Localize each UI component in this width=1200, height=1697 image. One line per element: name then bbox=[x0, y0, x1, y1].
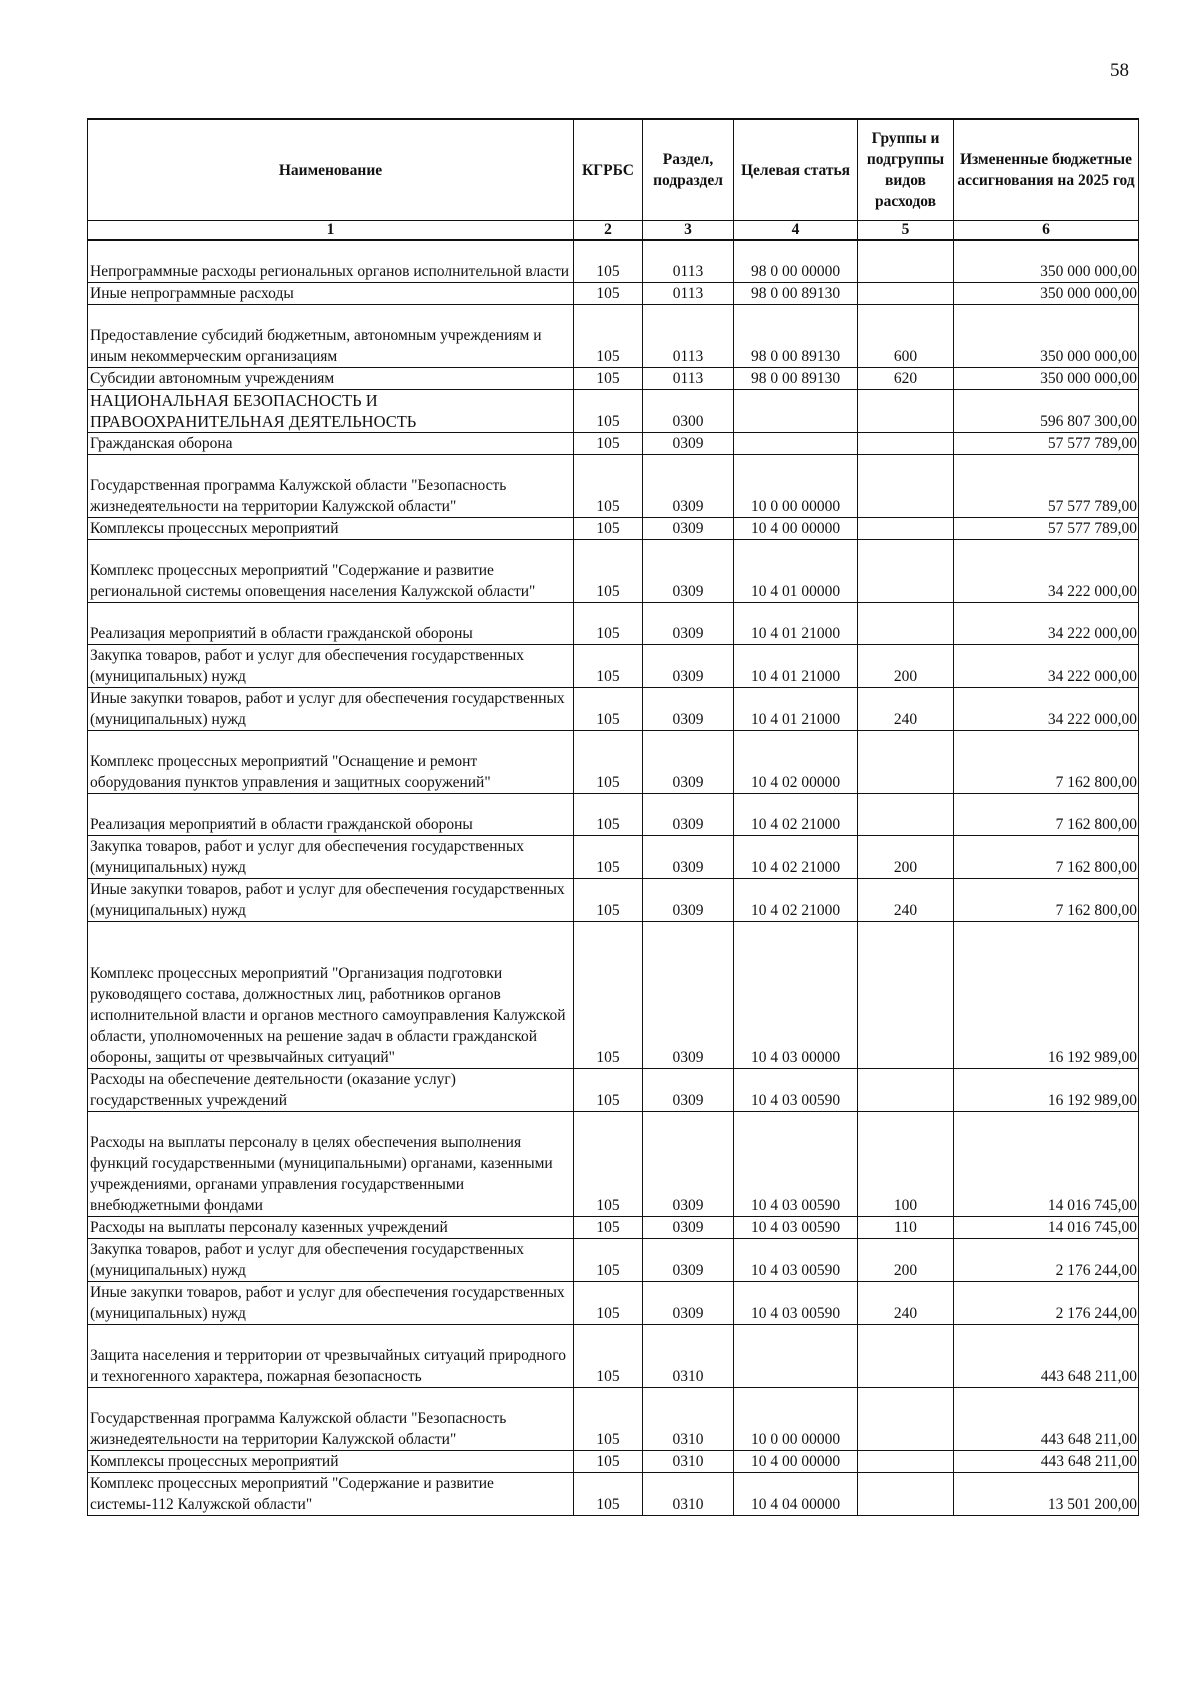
row-vid bbox=[858, 539, 954, 602]
row-kgrbs: 105 bbox=[574, 1281, 643, 1324]
header-name: Наименование bbox=[88, 119, 574, 221]
row-statya: 10 4 02 21000 bbox=[734, 793, 858, 835]
row-name: Субсидии автономным учреждениям bbox=[88, 367, 574, 389]
row-amount: 14 016 745,00 bbox=[954, 1216, 1139, 1238]
table-row bbox=[88, 304, 1139, 367]
table-row bbox=[88, 687, 1139, 730]
row-razdel: 0309 bbox=[643, 454, 734, 517]
row-razdel: 0309 bbox=[643, 1111, 734, 1216]
row-vid: 200 bbox=[858, 1238, 954, 1281]
row-razdel: 0113 bbox=[643, 304, 734, 367]
row-kgrbs: 105 bbox=[574, 367, 643, 389]
header-kgrbs: КГРБС bbox=[574, 119, 643, 221]
row-statya: 10 4 04 00000 bbox=[734, 1472, 858, 1515]
row-kgrbs: 105 bbox=[574, 1472, 643, 1515]
row-vid bbox=[858, 432, 954, 454]
row-kgrbs: 105 bbox=[574, 602, 643, 644]
row-name: Комплекс процессных мероприятий "Содержание и развитие системы-112 Калужской области" bbox=[88, 1472, 574, 1515]
row-vid bbox=[858, 282, 954, 304]
row-vid: 600 bbox=[858, 304, 954, 367]
row-name: Расходы на выплаты персоналу казенных учреждений bbox=[88, 1216, 574, 1238]
table-row bbox=[88, 921, 1139, 1068]
row-vid bbox=[858, 793, 954, 835]
row-razdel: 0309 bbox=[643, 644, 734, 687]
row-razdel: 0309 bbox=[643, 539, 734, 602]
row-razdel: 0310 bbox=[643, 1450, 734, 1472]
table-row bbox=[88, 644, 1139, 687]
row-name: Закупка товаров, работ и услуг для обеспечения государственных (муниципальных) нужд bbox=[88, 644, 574, 687]
page-number: 58 bbox=[1110, 60, 1129, 81]
row-name: Комплекс процессных мероприятий "Содержание и развитие региональной системы оповещения населения Калужской области" bbox=[88, 539, 574, 602]
table-header bbox=[88, 119, 1139, 240]
row-statya: 10 4 03 00590 bbox=[734, 1238, 858, 1281]
row-amount: 2 176 244,00 bbox=[954, 1281, 1139, 1324]
table-row bbox=[88, 1450, 1139, 1472]
row-razdel: 0309 bbox=[643, 793, 734, 835]
column-number: 4 bbox=[734, 221, 858, 241]
row-kgrbs: 105 bbox=[574, 539, 643, 602]
row-razdel: 0309 bbox=[643, 878, 734, 921]
row-vid bbox=[858, 602, 954, 644]
row-razdel: 0309 bbox=[643, 835, 734, 878]
column-number: 2 bbox=[574, 221, 643, 241]
row-vid: 110 bbox=[858, 1216, 954, 1238]
row-kgrbs: 105 bbox=[574, 517, 643, 539]
row-statya: 10 4 00 00000 bbox=[734, 517, 858, 539]
row-kgrbs: 105 bbox=[574, 1216, 643, 1238]
row-razdel: 0310 bbox=[643, 1324, 734, 1387]
table-row bbox=[88, 1068, 1139, 1111]
row-name: Непрограммные расходы региональных органов исполнительной власти bbox=[88, 240, 574, 282]
row-name: Реализация мероприятий в области гражданской обороны bbox=[88, 602, 574, 644]
column-number: 5 bbox=[858, 221, 954, 241]
row-name: Иные непрограммные расходы bbox=[88, 282, 574, 304]
row-vid bbox=[858, 1068, 954, 1111]
column-number: 1 bbox=[88, 221, 574, 241]
row-statya: 10 4 03 00590 bbox=[734, 1216, 858, 1238]
row-statya: 10 4 03 00590 bbox=[734, 1068, 858, 1111]
row-statya: 98 0 00 89130 bbox=[734, 304, 858, 367]
row-kgrbs: 105 bbox=[574, 644, 643, 687]
row-amount: 34 222 000,00 bbox=[954, 687, 1139, 730]
row-kgrbs: 105 bbox=[574, 793, 643, 835]
row-amount: 7 162 800,00 bbox=[954, 835, 1139, 878]
row-amount: 350 000 000,00 bbox=[954, 240, 1139, 282]
row-razdel: 0309 bbox=[643, 1216, 734, 1238]
row-statya: 10 0 00 00000 bbox=[734, 1387, 858, 1450]
row-amount: 13 501 200,00 bbox=[954, 1472, 1139, 1515]
row-kgrbs: 105 bbox=[574, 282, 643, 304]
row-razdel: 0309 bbox=[643, 921, 734, 1068]
row-vid bbox=[858, 240, 954, 282]
table-row bbox=[88, 240, 1139, 282]
table-row bbox=[88, 539, 1139, 602]
table-row bbox=[88, 793, 1139, 835]
row-amount: 16 192 989,00 bbox=[954, 921, 1139, 1068]
row-amount: 34 222 000,00 bbox=[954, 539, 1139, 602]
row-razdel: 0309 bbox=[643, 1281, 734, 1324]
header-vid: Группы и подгруппы видов расходов bbox=[858, 119, 954, 221]
row-statya bbox=[734, 389, 858, 432]
row-statya: 98 0 00 00000 bbox=[734, 240, 858, 282]
row-statya: 10 4 03 00590 bbox=[734, 1281, 858, 1324]
row-name: Комплекс процессных мероприятий "Оснащение и ремонт оборудования пунктов управления и защитных сооружений" bbox=[88, 730, 574, 793]
row-amount: 7 162 800,00 bbox=[954, 878, 1139, 921]
table-row bbox=[88, 517, 1139, 539]
row-kgrbs: 105 bbox=[574, 687, 643, 730]
row-vid bbox=[858, 1387, 954, 1450]
table-row bbox=[88, 454, 1139, 517]
row-kgrbs: 105 bbox=[574, 878, 643, 921]
row-name: НАЦИОНАЛЬНАЯ БЕЗОПАСНОСТЬ И ПРАВООХРАНИТЕЛЬНАЯ ДЕЯТЕЛЬНОСТЬ bbox=[88, 389, 574, 432]
row-amount: 443 648 211,00 bbox=[954, 1387, 1139, 1450]
table-row bbox=[88, 1387, 1139, 1450]
row-name: Государственная программа Калужской области "Безопасность жизнедеятельности на территории Калужской области" bbox=[88, 454, 574, 517]
row-statya: 10 4 01 21000 bbox=[734, 687, 858, 730]
row-razdel: 0309 bbox=[643, 602, 734, 644]
row-kgrbs: 105 bbox=[574, 389, 643, 432]
row-amount: 350 000 000,00 bbox=[954, 282, 1139, 304]
row-kgrbs: 105 bbox=[574, 730, 643, 793]
row-name: Иные закупки товаров, работ и услуг для обеспечения государственных (муниципальных) нужд bbox=[88, 687, 574, 730]
row-name: Расходы на выплаты персоналу в целях обеспечения выполнения функций государственными (муниципальными) органами, казенными учреждениями, органами управления государственными внебюджетными фондами bbox=[88, 1111, 574, 1216]
row-amount: 34 222 000,00 bbox=[954, 602, 1139, 644]
row-statya: 10 4 03 00000 bbox=[734, 921, 858, 1068]
column-number: 3 bbox=[643, 221, 734, 241]
row-razdel: 0309 bbox=[643, 1068, 734, 1111]
row-amount: 34 222 000,00 bbox=[954, 644, 1139, 687]
row-vid: 100 bbox=[858, 1111, 954, 1216]
row-kgrbs: 105 bbox=[574, 240, 643, 282]
row-name: Гражданская оборона bbox=[88, 432, 574, 454]
table-row bbox=[88, 1216, 1139, 1238]
row-vid: 200 bbox=[858, 835, 954, 878]
row-name: Закупка товаров, работ и услуг для обеспечения государственных (муниципальных) нужд bbox=[88, 1238, 574, 1281]
header-statya: Целевая статья bbox=[734, 119, 858, 221]
row-name: Иные закупки товаров, работ и услуг для обеспечения государственных (муниципальных) нужд bbox=[88, 878, 574, 921]
table-row bbox=[88, 1238, 1139, 1281]
row-amount: 7 162 800,00 bbox=[954, 793, 1139, 835]
row-statya: 10 4 02 21000 bbox=[734, 878, 858, 921]
row-statya: 10 4 01 00000 bbox=[734, 539, 858, 602]
table-row bbox=[88, 282, 1139, 304]
row-name: Закупка товаров, работ и услуг для обеспечения государственных (муниципальных) нужд bbox=[88, 835, 574, 878]
row-razdel: 0113 bbox=[643, 367, 734, 389]
row-kgrbs: 105 bbox=[574, 304, 643, 367]
row-statya: 98 0 00 89130 bbox=[734, 367, 858, 389]
row-statya bbox=[734, 1324, 858, 1387]
row-amount: 57 577 789,00 bbox=[954, 517, 1139, 539]
table-row bbox=[88, 432, 1139, 454]
table-row bbox=[88, 1281, 1139, 1324]
row-vid bbox=[858, 1472, 954, 1515]
row-vid bbox=[858, 730, 954, 793]
row-kgrbs: 105 bbox=[574, 454, 643, 517]
table-row bbox=[88, 730, 1139, 793]
row-razdel: 0309 bbox=[643, 432, 734, 454]
row-kgrbs: 105 bbox=[574, 1324, 643, 1387]
row-amount: 443 648 211,00 bbox=[954, 1450, 1139, 1472]
row-statya: 10 4 01 21000 bbox=[734, 602, 858, 644]
row-vid: 240 bbox=[858, 687, 954, 730]
row-kgrbs: 105 bbox=[574, 1450, 643, 1472]
table-body bbox=[88, 240, 1139, 1515]
row-amount: 596 807 300,00 bbox=[954, 389, 1139, 432]
row-amount: 57 577 789,00 bbox=[954, 454, 1139, 517]
row-razdel: 0113 bbox=[643, 282, 734, 304]
row-amount: 2 176 244,00 bbox=[954, 1238, 1139, 1281]
row-vid bbox=[858, 1324, 954, 1387]
row-name: Предоставление субсидий бюджетным, автономным учреждениям и иным некоммерческим организациям bbox=[88, 304, 574, 367]
header-amount: Измененные бюджетные ассигнования на 2025 год bbox=[954, 119, 1139, 221]
row-razdel: 0310 bbox=[643, 1472, 734, 1515]
row-name: Реализация мероприятий в области гражданской обороны bbox=[88, 793, 574, 835]
row-kgrbs: 105 bbox=[574, 835, 643, 878]
row-kgrbs: 105 bbox=[574, 1238, 643, 1281]
table-row bbox=[88, 602, 1139, 644]
row-amount: 14 016 745,00 bbox=[954, 1111, 1139, 1216]
row-amount: 350 000 000,00 bbox=[954, 367, 1139, 389]
row-statya: 10 4 01 21000 bbox=[734, 644, 858, 687]
row-name: Иные закупки товаров, работ и услуг для обеспечения государственных (муниципальных) нужд bbox=[88, 1281, 574, 1324]
row-statya: 10 4 02 00000 bbox=[734, 730, 858, 793]
row-statya: 10 0 00 00000 bbox=[734, 454, 858, 517]
row-razdel: 0310 bbox=[643, 1387, 734, 1450]
row-name: Комплексы процессных мероприятий bbox=[88, 517, 574, 539]
row-vid bbox=[858, 389, 954, 432]
row-kgrbs: 105 bbox=[574, 1068, 643, 1111]
column-number: 6 bbox=[954, 221, 1139, 241]
row-razdel: 0113 bbox=[643, 240, 734, 282]
row-vid: 620 bbox=[858, 367, 954, 389]
row-razdel: 0309 bbox=[643, 730, 734, 793]
row-kgrbs: 105 bbox=[574, 1111, 643, 1216]
row-statya bbox=[734, 432, 858, 454]
header-razdel: Раздел, подраздел bbox=[643, 119, 734, 221]
row-name: Государственная программа Калужской области "Безопасность жизнедеятельности на территории Калужской области" bbox=[88, 1387, 574, 1450]
row-razdel: 0309 bbox=[643, 1238, 734, 1281]
row-name: Защита населения и территории от чрезвычайных ситуаций природного и техногенного характера, пожарная безопасность bbox=[88, 1324, 574, 1387]
row-razdel: 0309 bbox=[643, 517, 734, 539]
row-vid bbox=[858, 454, 954, 517]
table-row bbox=[88, 1472, 1139, 1515]
row-vid bbox=[858, 1450, 954, 1472]
row-vid bbox=[858, 921, 954, 1068]
row-vid: 240 bbox=[858, 878, 954, 921]
row-name: Комплекс процессных мероприятий "Организация подготовки руководящего состава, должностных лиц, работников органов исполнительной власти и органов местного самоуправления Калужской области, уполномоченных на решение задач в области гражданской обороны, защиты от чрезвычайных ситуаций" bbox=[88, 921, 574, 1068]
row-amount: 7 162 800,00 bbox=[954, 730, 1139, 793]
row-statya: 10 4 03 00590 bbox=[734, 1111, 858, 1216]
row-kgrbs: 105 bbox=[574, 432, 643, 454]
row-vid: 200 bbox=[858, 644, 954, 687]
row-vid: 240 bbox=[858, 1281, 954, 1324]
table-row bbox=[88, 389, 1139, 432]
row-name: Расходы на обеспечение деятельности (оказание услуг) государственных учреждений bbox=[88, 1068, 574, 1111]
row-amount: 57 577 789,00 bbox=[954, 432, 1139, 454]
row-statya: 10 4 02 21000 bbox=[734, 835, 858, 878]
table-row bbox=[88, 1324, 1139, 1387]
row-statya: 98 0 00 89130 bbox=[734, 282, 858, 304]
row-vid bbox=[858, 517, 954, 539]
row-name: Комплексы процессных мероприятий bbox=[88, 1450, 574, 1472]
table-row bbox=[88, 878, 1139, 921]
row-kgrbs: 105 bbox=[574, 921, 643, 1068]
row-razdel: 0309 bbox=[643, 687, 734, 730]
budget-table bbox=[87, 118, 1139, 1516]
table-row bbox=[88, 367, 1139, 389]
row-amount: 16 192 989,00 bbox=[954, 1068, 1139, 1111]
row-statya: 10 4 00 00000 bbox=[734, 1450, 858, 1472]
table-row bbox=[88, 1111, 1139, 1216]
row-razdel: 0300 bbox=[643, 389, 734, 432]
row-amount: 443 648 211,00 bbox=[954, 1324, 1139, 1387]
table-row bbox=[88, 835, 1139, 878]
row-kgrbs: 105 bbox=[574, 1387, 643, 1450]
row-amount: 350 000 000,00 bbox=[954, 304, 1139, 367]
